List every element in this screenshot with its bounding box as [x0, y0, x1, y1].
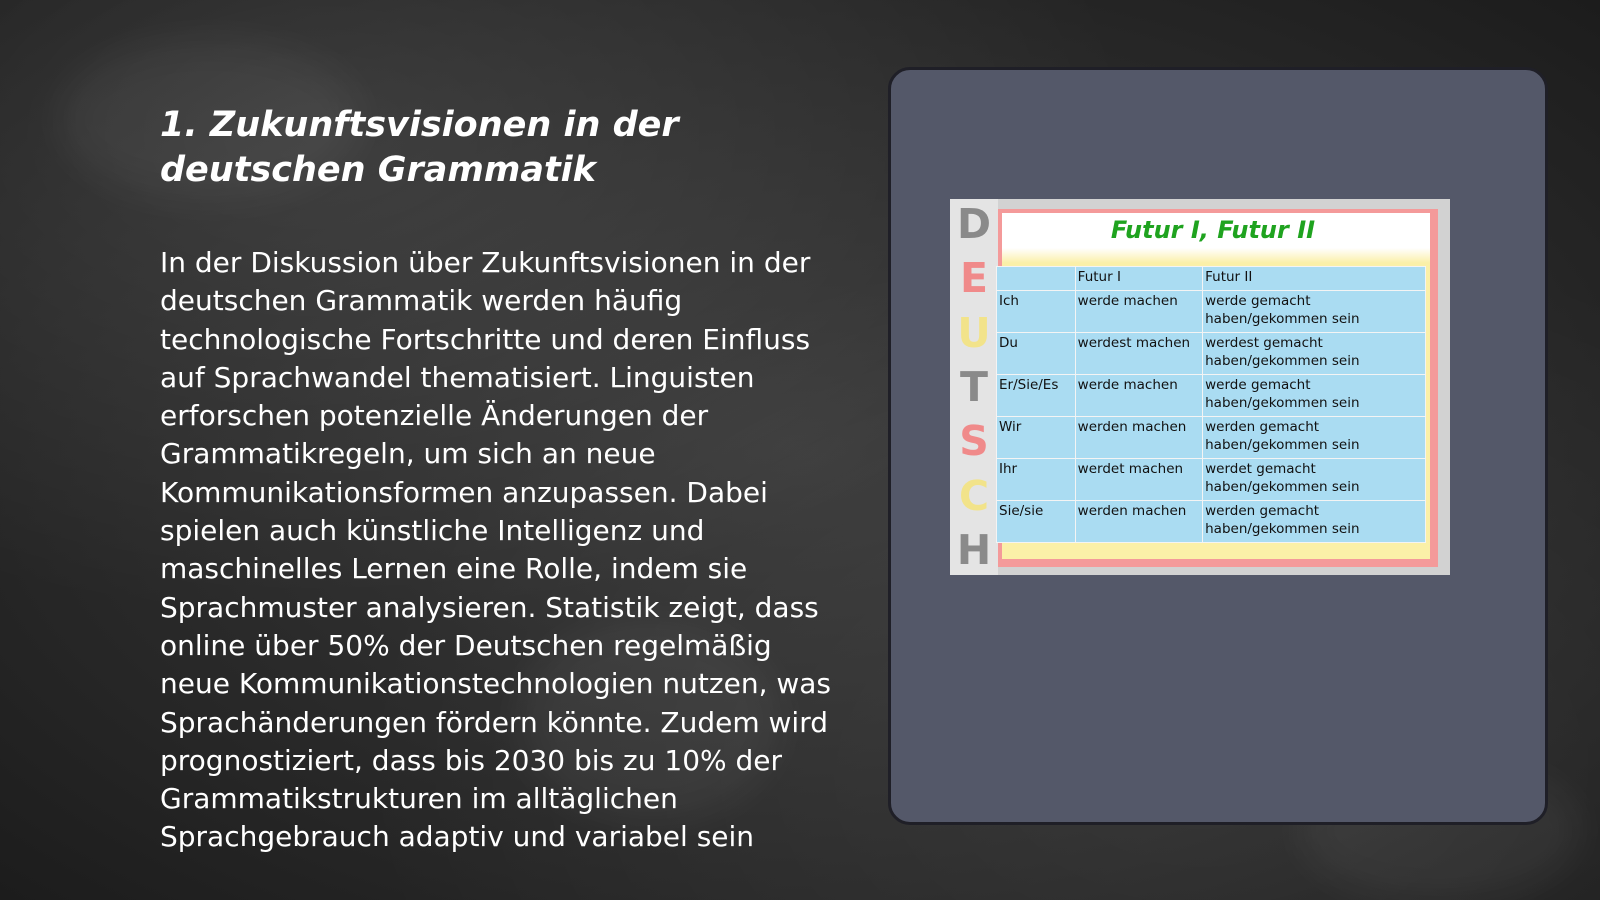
side-letter: C: [958, 471, 990, 520]
table-row: [997, 375, 1426, 417]
table-row: [997, 417, 1426, 459]
table-header-row: [997, 267, 1426, 291]
side-letter: U: [957, 308, 991, 357]
table-row: [997, 501, 1426, 543]
deutsch-side-letters: [950, 199, 998, 575]
table-cell-futur2: werde gemacht haben/gekommen sein: [1203, 375, 1426, 417]
table-header-cell: Futur I: [1075, 267, 1202, 291]
table-cell-pronoun: Ich: [997, 291, 1076, 333]
table-cell-pronoun: Ihr: [997, 459, 1076, 501]
table-cell-futur2: werde gemacht haben/gekommen sein: [1203, 291, 1426, 333]
table-cell-pronoun: Du: [997, 333, 1076, 375]
table-cell-futur2: werdet gemacht haben/gekommen sein: [1203, 459, 1426, 501]
table-cell-futur2: werden gemacht haben/gekommen sein: [1203, 417, 1426, 459]
table-cell-pronoun: Sie/sie: [997, 501, 1076, 543]
side-letter: D: [956, 200, 992, 248]
table-cell-futur1: werdest machen: [1075, 333, 1202, 375]
slide-body-text: In der Diskussion über Zukunftsvisionen in der deutschen Grammatik werden häufig technologische Fortschritte und deren Einfluss auf Sprachwandel thematisiert. Linguisten erforschen potenzielle Änderungen der Grammatikregeln, um sich an neue Kommunikationsformen anzupassen. Dabei spielen auch künstliche Intelligenz und maschinelles Lernen eine Rolle, indem sie Sprachmuster analysieren. Statistik zeigt, dass online über 50% der Deutschen regelmäßig neue Kommunikationstechnologien nutzen, was Sprachänderungen fördern könnte. Zudem wird prognostiziert, dass bis 2030 bis zu 10% der Grammatikstrukturen im alltäglichen Sprachgebrauch adaptiv und variabel sein: [160, 246, 832, 854]
table-cell-futur1: werden machen: [1075, 417, 1202, 459]
table-cell-futur2: werden gemacht haben/gekommen sein: [1203, 501, 1426, 543]
table-cell-futur1: werde machen: [1075, 291, 1202, 333]
table-cell-futur1: werde machen: [1075, 375, 1202, 417]
side-letter: T: [960, 362, 988, 411]
futur-table-title: Futur I, Futur II: [1110, 216, 1316, 244]
table-header-cell: [997, 267, 1076, 291]
table-cell-pronoun: Er/Sie/Es: [997, 375, 1076, 417]
table-cell-futur1: werden machen: [1075, 501, 1202, 543]
table-row: [997, 333, 1426, 375]
slide-title: 1. Zukunftsvisionen in der deutschen Grammatik: [160, 105, 679, 190]
table-row: [997, 459, 1426, 501]
table-header-cell: Futur II: [1203, 267, 1426, 291]
side-letter: H: [956, 525, 992, 574]
futur-table-image: [950, 199, 1450, 575]
table-cell-futur1: werdet machen: [1075, 459, 1202, 501]
side-letter: S: [959, 417, 989, 466]
table-row: [997, 291, 1426, 333]
table-cell-pronoun: Wir: [997, 417, 1076, 459]
side-letter: E: [959, 254, 988, 303]
table-cell-futur2: werdest gemacht haben/gekommen sein: [1203, 333, 1426, 375]
futur-table: [996, 266, 1426, 543]
